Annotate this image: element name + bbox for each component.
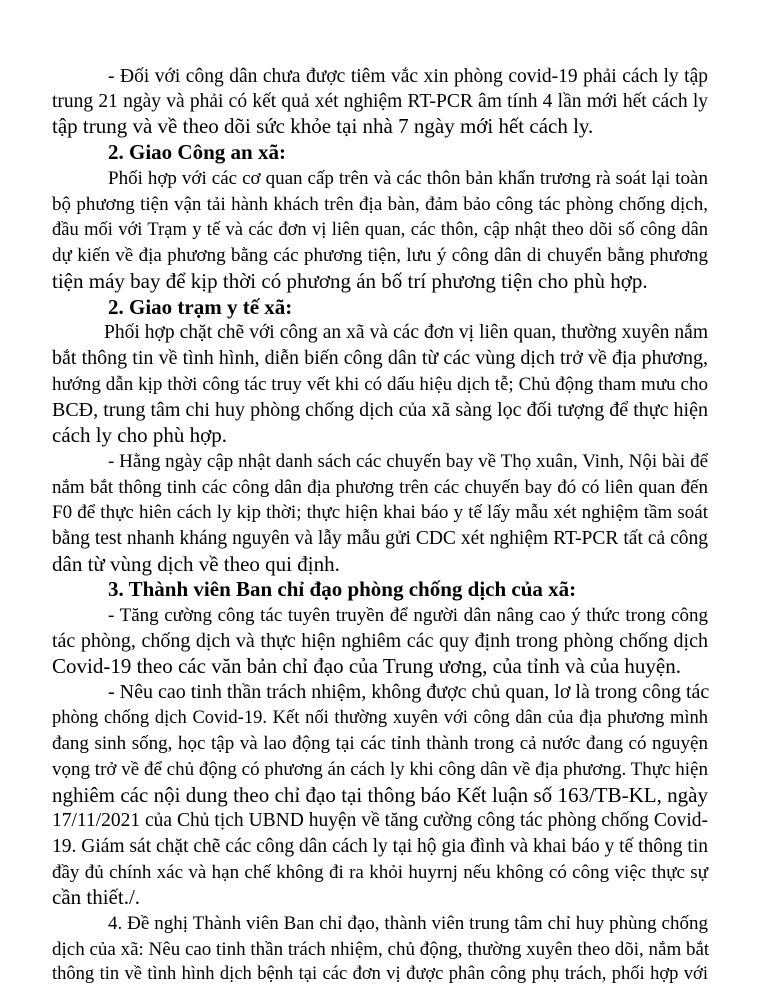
text-line: thông tin về tình hình dịch bệnh tại các đơn vị được phân công phụ trách, phối hợp với: [52, 964, 708, 984]
text-line: cần thiết./.: [52, 885, 141, 909]
text-line: - Đối với công dân chưa được tiêm vắc xin phòng covid-19 phải cách ly tập: [108, 66, 708, 87]
text-line: đang sinh sống, học tập và lao động tại các tỉnh thành trong cả nước đang có nguyện: [52, 733, 708, 754]
text-line: phòng chống dịch Covid-19. Kết nối thường xuyên với công dân của địa phương mình: [52, 708, 708, 728]
text-line: bắt thông tin về tình hình, diễn biến công dân từ các vùng dịch trở về địa phương,: [52, 347, 708, 369]
text-line: đầy đủ chính xác và hạn chế không đi ra khỏi huyrnj nếu không có công việc thực sự: [52, 862, 708, 883]
text-line: bộ phương tiện vận tải hành khách trên địa bàn, đảm bảo công tác phòng chống dịch,: [52, 194, 708, 215]
text-line: đầu mối với Trạm y tế và các đơn vị liên quan, các thôn, cập nhật theo dõi số công dân: [52, 220, 708, 240]
text-line: - Nêu cao tinh thần trách nhiệm, không được chủ quan, lơ là trong công tác: [108, 681, 710, 703]
text-line: BCĐ, trung tâm chi huy phòng chống dịch của xã sàng lọc đối tượng để thực hiện: [52, 399, 708, 421]
text-line: hướng dẫn kịp thời công tác truy vết khi có dấu hiệu dịch tễ; Chủ động tham mưu cho: [52, 374, 708, 395]
text-line: Phối hợp chặt chẽ với công an xã và các đơn vị liên quan, thường xuyên nắm: [104, 322, 708, 343]
text-line: 19. Giám sát chặt chẽ các công dân cách ly tại hộ gia đình và khai báo y tế thông tin: [52, 836, 708, 857]
text-line: tiện máy bay để kịp thời có phương án bố trí phương tiện cho phù hợp.: [52, 269, 648, 293]
section-heading: 3. Thành viên Ban chỉ đạo phòng chống dịch của xã:: [108, 577, 577, 601]
text-line: dự kiến về địa phương bằng các phương tiện, lưu ý công dân di chuyển bằng phương: [52, 245, 708, 266]
text-line: vọng trở về để chủ động có phương án cách ly khi công dân về địa phương. Thực hiện: [52, 759, 708, 780]
text-line: - Tăng cường công tác tuyên truyền để người dân nâng cao ý thức trong công: [108, 605, 708, 626]
text-line: nắm bắt thông tinh các công dân địa phương trên các chuyến bay đó có liên quan đến: [52, 477, 708, 498]
section-heading: 2. Giao trạm y tế xã:: [108, 295, 293, 319]
text-line: nghiêm các nội dung theo chỉ đạo tại thông báo Kết luận số 163/TB-KL, ngày: [52, 783, 708, 807]
text-line: trung 21 ngày và phải có kết quả xét nghiệm RT-PCR âm tính 4 lần mới hết cách ly: [52, 91, 708, 112]
text-line: 17/11/2021 của Chủ tịch UBND huyện về tăng cường công tác phòng chống Covid-: [52, 810, 708, 831]
text-line: tác phòng, chống dịch và thực hiện nghiêm các quy định trong phòng chống dịch: [52, 630, 708, 652]
text-line: F0 để thực hiên cách ly kịp thời; thực hiện khai báo y tế lấy mẫu xét nghiệm tầm soát: [52, 502, 708, 523]
text-line: dịch của xã: Nêu cao tinh thần trách nhiệm, chủ động, thường xuyên theo dõi, nắm bắt: [52, 939, 710, 960]
text-line: - Hằng ngày cập nhật danh sách các chuyến bay về Thọ xuân, Vinh, Nội bài để: [108, 451, 708, 472]
text-line: 4. Đề nghị Thành viên Ban chỉ đạo, thành viên trung tâm chỉ huy phùng chống: [108, 913, 708, 934]
text-line: bằng test nhanh kháng nguyên và lẫy mẫu gửi CDC xét nghiệm RT-PCR tất cả công: [52, 528, 708, 549]
text-line: Phối hợp với các cơ quan cấp trên và các thôn bản khẩn trương rà soát lại toàn: [108, 168, 708, 189]
section-heading: 2. Giao Công an xã:: [108, 140, 286, 164]
text-line: Covid-19 theo các văn bản chỉ đạo của Trung ương, của tỉnh và của huyện.: [52, 654, 681, 678]
text-line: dân từ vùng dịch về theo qui định.: [52, 552, 340, 576]
text-line: cách ly cho phù hợp.: [52, 423, 227, 447]
text-line: tập trung và về theo dõi sức khỏe tại nhà 7 ngày mới hết cách ly.: [52, 114, 594, 138]
